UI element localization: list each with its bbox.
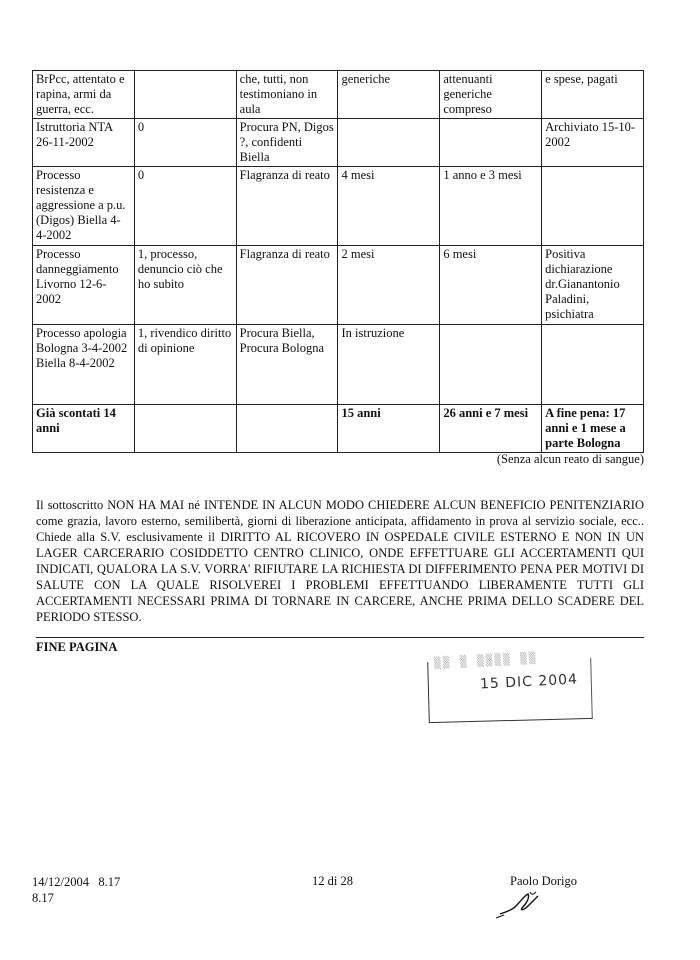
table-cell — [134, 405, 236, 453]
end-of-page-label: FINE PAGINA — [36, 640, 118, 654]
table-cell: Già scontati 14 anni — [33, 405, 135, 453]
table-cell: 1 anno e 3 mesi — [440, 167, 542, 246]
table-cell: generiche — [338, 71, 440, 119]
stamp-faded-text: ▒▒ ▒ ▒▒▒▒ ▒▒ — [433, 651, 538, 670]
table-cell: Flagranza di reato — [236, 246, 338, 325]
page-number: 12 di 28 — [312, 874, 353, 888]
table-cell: Archiviato 15-10-2002 — [542, 119, 644, 167]
table-cell: Procura Biella, Procura Bologna — [236, 325, 338, 405]
table-row — [33, 246, 644, 325]
declaration-paragraph: Il sottoscritto NON HA MAI né INTENDE IN ALCUN MODO CHIEDERE ALCUN BENEFICIO PENITENZIARIO come grazia, lavoro esterno, semilibertà, giorni di liberazione anticipata, affidamento in prova al servizio sociale, ecc.. Chiede alla S.V. esclusivamente il DIRITTO AL RICOVERO IN OSPEDALE CIVILE ESTERNO E NON IN UN LAGER CARCERARIO COSIDDETTO CENTRO CLINICO, ONDE EFFETTUARE GLI ACCERTAMENTI QUI INDICATI, QUALORA LA S.V. VORRA' RIFIUTARE LA RICHIESTA DI DIFFERIMENTO PENA PER MOTIVI DI SALUTE CON LA QUALE RISOLVEREI I PROBLEMI EFFETTUANDO LIBERAMENTE TUTTI GLI ACCERTAMENTI NECESSARI PRIMA DI TORNARE IN CARCERE, ANCHE PRIMA DELLO SCADERE DEL PERIODO STESSO. — [36, 498, 644, 624]
table-cell: 1, rivendico diritto di opinione — [134, 325, 236, 405]
table-cell — [236, 405, 338, 453]
table-cell: Processo resistenza e aggressione a p.u. (Digos) Biella 4-4-2002 — [33, 167, 135, 246]
table-cell: 26 anni e 7 mesi — [440, 405, 542, 453]
table-cell: Procura PN, Digos ?, confidenti Biella — [236, 119, 338, 167]
table-cell — [338, 119, 440, 167]
table-row — [33, 405, 644, 453]
table-row — [33, 325, 644, 405]
table-cell: A fine pena: 17 anni e 1 mese a parte Bologna — [542, 405, 644, 453]
table-cell: 0 — [134, 119, 236, 167]
table-cell: Positiva dichiarazione dr.Gianantonio Paladini, psichiatra — [542, 246, 644, 325]
table-cell — [440, 119, 542, 167]
table-cell: Flagranza di reato — [236, 167, 338, 246]
table-cell: che, tutti, non testimoniano in aula — [236, 71, 338, 119]
table-cell: 4 mesi — [338, 167, 440, 246]
table-row — [33, 167, 644, 246]
footer-datetime-line: 14/12/2004 8.17 — [32, 875, 121, 889]
stamp-date: 15 DIC 2004 — [479, 671, 579, 693]
table-cell: 0 — [134, 167, 236, 246]
records-table — [32, 70, 644, 453]
table-cell — [134, 71, 236, 119]
table-cell: attenuanti generiche compreso — [440, 71, 542, 119]
table-cell: 6 mesi — [440, 246, 542, 325]
table-cell: 1, processo, denuncio ciò che ho subito — [134, 246, 236, 325]
table-cell: 15 anni — [338, 405, 440, 453]
table-cell: Processo apologia Bologna 3-4-2002 Biella 8-4-2002 — [33, 325, 135, 405]
author-name: Paolo Dorigo — [510, 874, 578, 888]
table-row — [33, 71, 644, 119]
footer-datetime — [32, 874, 120, 906]
table-cell: BrPcc, attentato e rapina, armi da guerra, ecc. — [33, 71, 135, 119]
table-cell — [440, 325, 542, 405]
table-note: (Senza alcun reato di sangue) — [496, 452, 644, 466]
table-cell — [542, 325, 644, 405]
signature-icon — [494, 888, 544, 922]
table-cell: In istruzione — [338, 325, 440, 405]
table-cell: e spese, pagati — [542, 71, 644, 119]
table-cell: Processo danneggiamento Livorno 12-6-2002 — [33, 246, 135, 325]
table-cell: Istruttoria NTA 26-11-2002 — [33, 119, 135, 167]
divider — [36, 637, 644, 638]
footer-datetime-line: 8.17 — [32, 891, 54, 905]
table-row — [33, 119, 644, 167]
received-stamp — [420, 650, 592, 722]
table-cell: 2 mesi — [338, 246, 440, 325]
table-cell — [542, 167, 644, 246]
